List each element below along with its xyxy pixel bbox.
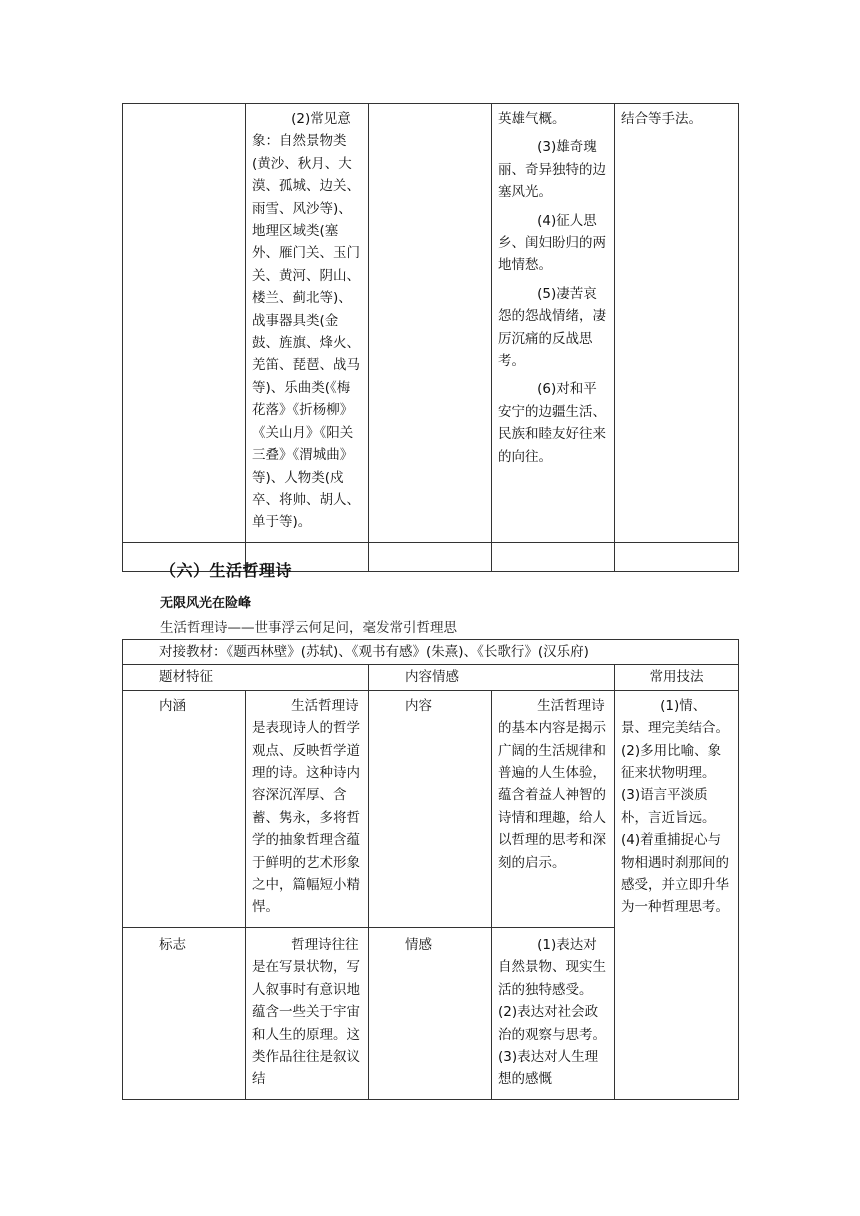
techniques-continued: 结合等手法。 — [621, 111, 702, 127]
cell-qinggan — [492, 927, 615, 1099]
table1-cell-empty-3 — [369, 104, 492, 543]
table1-empty-cell — [615, 542, 739, 571]
emotion-6: (6)对和平安宁的边疆生活、民族和睦友好往来的向往。 — [498, 381, 606, 465]
cell-neihan — [246, 690, 369, 927]
label-neirong: 内容 — [369, 690, 492, 927]
table1-cell-emotions — [492, 104, 615, 543]
section-subtitle: 无限风光在险峰 — [160, 596, 252, 611]
biaozhi-text: 哲理诗往往是在写景状物，写人叙事时有意识地蕴含一些关于宇宙和人生的原理。这类作品往往是叙议结 — [252, 936, 360, 1088]
qinggan-text: (1)表达对自然景物、现实生活的独特感受。(2)表达对社会政治的观察与思考。(3)表达对人生理想的感慨 — [498, 936, 606, 1088]
emotion-4: (4)征人思乡、闺妇盼归的两地情愁。 — [498, 212, 606, 274]
cell-neirong — [492, 690, 615, 927]
neihan-text: 生活哲理诗是表现诗人的哲学观点、反映哲学道理的诗。这种诗内容深沉浑厚、含蓄、隽永，多将哲学的抽象哲理含蕴于鲜明的艺术形象之中，篇幅短小精悍。 — [252, 697, 360, 916]
label-neihan: 内涵 — [123, 690, 246, 927]
header-theme: 题材特征 — [123, 665, 369, 690]
philosophy-poetry-table — [122, 639, 739, 1100]
header-techniques: 常用技法 — [615, 665, 739, 690]
neirong-text: 生活哲理诗的基本内容是揭示广阔的生活规律和普遍的人生体验，蕴含着益人神智的诗情和理趣，给人以哲理的思考和深刻的启示。 — [498, 697, 606, 871]
label-biaozhi: 标志 — [123, 927, 246, 1099]
emotion-continued: 英雄气概。 — [498, 111, 566, 127]
header-content-emotion: 内容情感 — [369, 665, 615, 690]
cell-biaozhi — [246, 927, 369, 1099]
emotion-3: (3)雄奇瑰丽、奇异独特的边塞风光。 — [498, 139, 606, 201]
frontier-poetry-table-continued — [122, 103, 739, 572]
table1-cell-empty-1 — [123, 104, 246, 543]
techniques-text: (1)情、景、理完美结合。(2)多用比喻、象征来状物明理。(3)语言平淡质朴，言近旨远。(4)着重捕捉心与物相遇时刹那间的感受，并立即升华为一种哲理思考。 — [621, 697, 729, 916]
section-title: （六）生活哲理诗 — [160, 561, 293, 580]
table1-cell-imagery — [246, 104, 369, 543]
emotion-5: (5)凄苦哀怨的怨战情绪，凄厉沉痛的反战思考。 — [498, 285, 606, 370]
label-qinggan: 情感 — [369, 927, 492, 1099]
table1-empty-cell — [492, 542, 615, 571]
section-intro: 生活哲理诗——世事浮云何足问，毫发常引哲理思 — [160, 620, 457, 636]
cell-techniques — [615, 690, 739, 1099]
materials-row: 对接教材：《题西林壁》(苏轼)、《观书有感》(朱熹)、《长歌行》(汉乐府) — [123, 640, 739, 665]
imagery-text: (2)常见意象：自然景物类(黄沙、秋月、大漠、孤城、边关、雨雪、风沙等)、地理区域类(塞外、雁门关、玉门关、黄河、阴山、楼兰、蓟北等)、战事器具类(金鼓、旌旗、烽火、羌笛、琵琶、战马等)、乐曲类(《梅花落》《折杨柳》《关山月》《阳关三叠》《渭城曲》等)、人物类(戍卒、将帅、胡人、单于等)。 — [252, 111, 360, 531]
table1-cell-techniques — [615, 104, 739, 543]
table1-empty-cell — [369, 542, 492, 571]
